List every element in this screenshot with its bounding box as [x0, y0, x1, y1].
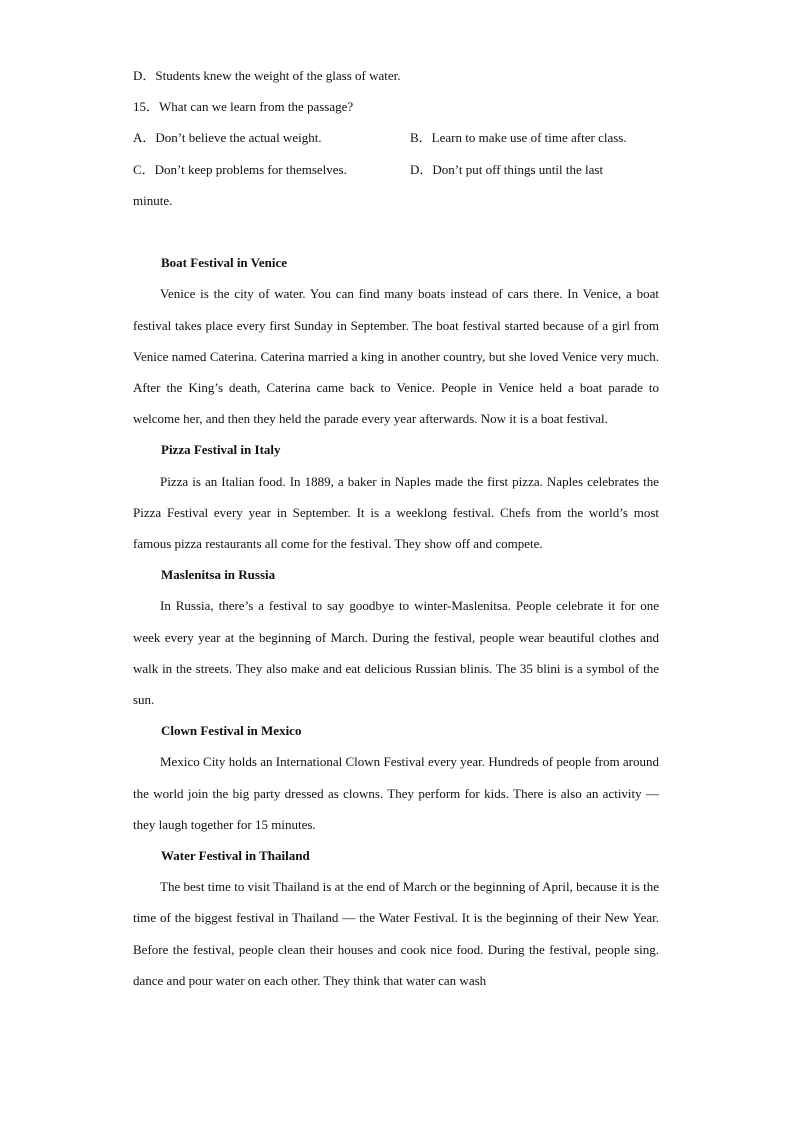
section-spacer [133, 216, 659, 247]
question-15-options-row-1 [133, 122, 659, 153]
festival-section-thailand [133, 840, 659, 996]
document-page [133, 60, 659, 996]
section-heading: Clown Festival in Mexico [161, 723, 302, 739]
section-paragraph: Pizza is an Italian food. In 1889, a baker in Naples made the first pizza. Naples celebrates the Pizza Festival every year in September. It is a weeklong festival. Chefs from the world’s most famous pizza restaurants all come for the festival. They show off and compete. [133, 473, 659, 552]
section-paragraph: Mexico City holds an International Clown Festival every year. Hundreds of people from around the world join the big party dressed as clowns. They perform for kids. There is also an activity — they laugh together for 15 minutes. [133, 754, 659, 832]
festival-section-italy [133, 434, 659, 559]
festival-section-mexico [133, 715, 659, 840]
question-15-option-b: B．Learn to make use of time after class. [410, 130, 627, 146]
section-heading: Boat Festival in Venice [161, 255, 288, 271]
question-15-prompt: 15．What can we learn from the passage? [133, 99, 354, 115]
question-15-option-a: A．Don’t believe the actual weight. [133, 130, 322, 146]
question-15-option-d-continued: minute. [133, 192, 173, 208]
section-heading: Pizza Festival in Italy [161, 442, 281, 458]
question-15-options-row-2 [133, 154, 659, 185]
question-15-option-c: C．Don’t keep problems for themselves. [133, 161, 347, 177]
section-heading: Maslenitsa in Russia [161, 567, 276, 583]
section-heading: Water Festival in Thailand [161, 848, 310, 864]
section-paragraph: The best time to visit Thailand is at the end of March or the beginning of April, because it is the time of the biggest festival in Thailand — the Water Festival. It is the beginning of their New Year. Before the festival, people clean their houses and cook nice food. During the festival, people sing. dance and pour water on each other. They think that water can wash [133, 879, 659, 988]
section-paragraph: In Russia, there’s a festival to say goodbye to winter-Maslenitsa. People celebrate it for one week every year at the beginning of March. During the festival, people wear beautiful clothes and walk in the streets. They also make and eat delicious Russian blinis. The 35 blini is a symbol of the sun. [133, 598, 659, 708]
festival-section-russia [133, 559, 659, 715]
festival-section-venice [133, 247, 659, 434]
question-15-option-d: D．Don’t put off things until the last [410, 161, 604, 177]
section-paragraph: Venice is the city of water. You can find many boats instead of cars there. In Venice, a boat festival takes place every first Sunday in September. The boat festival started because of a girl from Venice named Caterina. Caterina married a king in another country, but she loved Venice very much. After the King’s death, Caterina came back to Venice. People in Venice held a boat parade to welcome her, and then they held the parade every year afterwards. Now it is a boat festival. [133, 286, 659, 427]
question-14-option-d: D．Students knew the weight of the glass of water. [133, 68, 401, 83]
